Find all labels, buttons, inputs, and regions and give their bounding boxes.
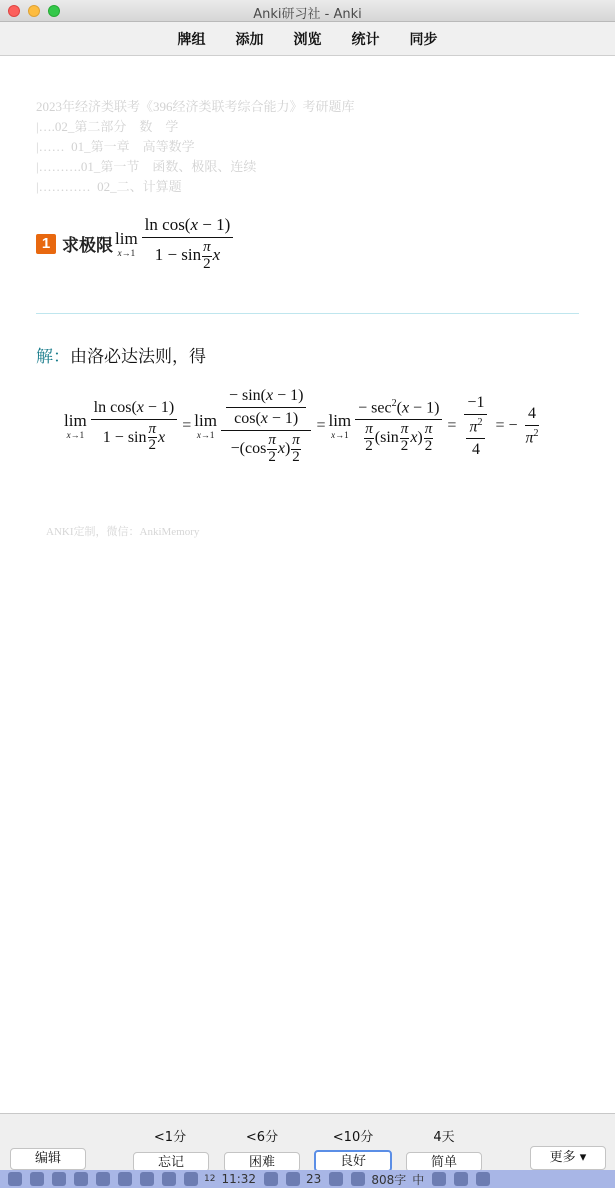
toolbar-decks[interactable]: 牌组 xyxy=(177,31,206,48)
cloud-icon[interactable] xyxy=(184,1172,198,1186)
easy-button[interactable]: 简单 xyxy=(406,1152,482,1172)
window-title: Anki研习社 - Anki xyxy=(253,7,362,22)
toolbar-browse[interactable]: 浏览 xyxy=(293,31,322,48)
answer-bar xyxy=(0,1113,615,1170)
good-button[interactable]: 良好 xyxy=(314,1150,392,1172)
alert-icon[interactable] xyxy=(264,1172,278,1186)
interval-easy: 4天 xyxy=(433,1130,455,1145)
clock: 11:32 xyxy=(221,1172,257,1186)
toolbar-sync[interactable]: 同步 xyxy=(409,31,438,48)
time-machine-icon[interactable] xyxy=(432,1172,446,1186)
wechat-count: 23 xyxy=(306,1172,322,1186)
search-icon[interactable] xyxy=(454,1172,468,1186)
app-icon[interactable] xyxy=(52,1172,66,1186)
app-icon[interactable] xyxy=(30,1172,44,1186)
main-toolbar xyxy=(0,22,615,56)
system-menubar xyxy=(0,1170,615,1188)
question-answer-divider xyxy=(36,313,579,314)
question-formula: lim x→1 ln cos(x − 1) 1 − sin $\frac{\pi}{2}$ x xyxy=(115,215,235,273)
question-number-badge: 1 xyxy=(36,234,56,254)
app-icon[interactable] xyxy=(118,1172,132,1186)
toolbar-stats[interactable]: 统计 xyxy=(351,31,380,48)
interval-hard: <6分 xyxy=(245,1130,279,1145)
question-text: 求极限 xyxy=(62,236,113,256)
more-button[interactable]: 更多 ▾ xyxy=(530,1146,606,1170)
app-icon[interactable] xyxy=(140,1172,154,1186)
app-icon[interactable] xyxy=(8,1172,22,1186)
badge-count: 12 xyxy=(204,1174,216,1184)
app-icon[interactable] xyxy=(162,1172,176,1186)
deck-path xyxy=(36,97,355,197)
answer-formula: lim x→1 ln cos(x − 1) 1 − sin $\frac{\pi}{2}$ x = lim x→1 $\frac{- \sin(x - 1)}{\cos(x - 1)}$ −(cos $\frac{\pi}{2}$ x) $\frac{\pi}{2}$ = lim x→1 − $\sec^2(x - 1)$ $\frac{\pi}{2}$ (sin $\frac{\pi}{2}$ x) $\frac{\pi}{2}$ = $\frac{-1}{\frac{\pi^2}{4}}$ = − $\frac{4}{\pi^2}$ xyxy=(64,387,539,465)
app-icon[interactable] xyxy=(351,1172,365,1186)
deck-path-line: |………… 02_二、计算题 xyxy=(36,179,182,194)
question xyxy=(36,215,235,273)
deck-path-line: |….02_第二部分 数 学 xyxy=(36,119,179,134)
interval-again: <1分 xyxy=(153,1130,187,1145)
footer-note: ANKI定制，微信：AnkiMemory xyxy=(46,526,200,538)
deck-path-line: |…… 01_第一章 高等数学 xyxy=(36,139,195,154)
interval-good: <10分 xyxy=(332,1130,374,1145)
deck-path-line: 2023年经济类联考《396经济类联考综合能力》考研题库 xyxy=(36,99,355,114)
app-icon[interactable] xyxy=(96,1172,110,1186)
again-button[interactable]: 忘记 xyxy=(133,1152,209,1172)
app-icon[interactable] xyxy=(74,1172,88,1186)
list-icon[interactable] xyxy=(476,1172,490,1186)
card-view xyxy=(0,57,615,1113)
wechat-icon[interactable] xyxy=(286,1172,300,1186)
answer-label: 解： xyxy=(36,347,70,366)
edit-button[interactable]: 编辑 xyxy=(10,1148,86,1170)
answer xyxy=(36,342,206,367)
answer-text: 由洛必达法则，得 xyxy=(70,347,206,366)
input-method[interactable]: 中 xyxy=(412,1172,425,1187)
toolbar-add[interactable]: 添加 xyxy=(235,31,264,48)
word-count: 808字 xyxy=(371,1172,407,1187)
window-titlebar xyxy=(0,0,615,22)
info-icon[interactable] xyxy=(329,1172,343,1186)
deck-path-line: |……….01_第一节 函数、极限、连续 xyxy=(36,159,257,174)
hard-button[interactable]: 困难 xyxy=(224,1152,300,1172)
